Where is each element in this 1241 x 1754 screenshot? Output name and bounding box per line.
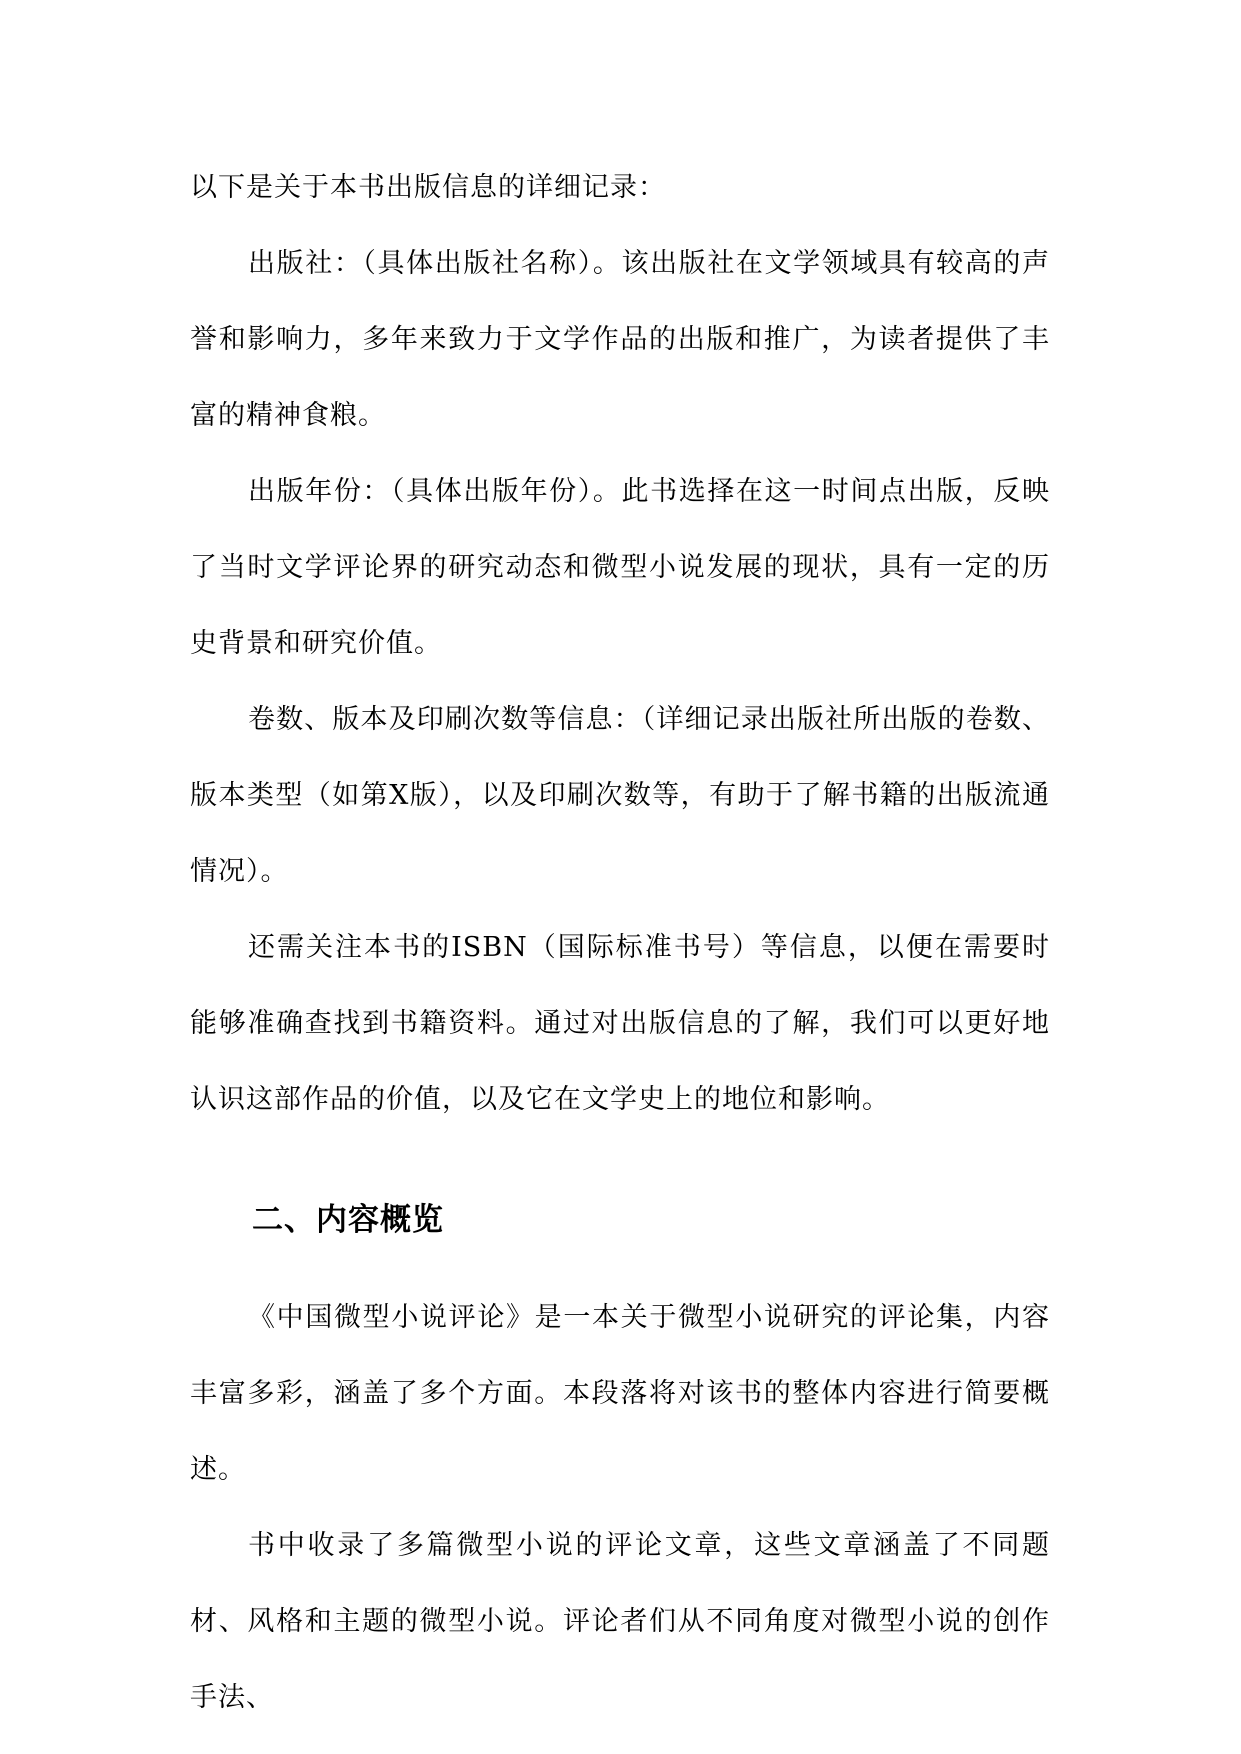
edition-info-paragraph: 卷数、版本及印刷次数等信息：（详细记录出版社所出版的卷数、版本类型（如第X版），以及印刷次数等，有助于了解书籍的出版流通情况）。: [190, 704, 1050, 887]
overview-paragraph: 《中国微型小说评论》是一本关于微型小说研究的评论集，内容丰富多彩，涵盖了多个方面。本段落将对该书的整体内容进行简要概述。: [190, 1302, 1050, 1485]
publication-year-paragraph: 出版年份：（具体出版年份）。此书选择在这一时间点出版，反映了当时文学评论界的研究动态和微型小说发展的现状，具有一定的历史背景和研究价值。: [190, 476, 1050, 659]
document-body: [190, 150, 1050, 1736]
isbn-paragraph: 还需关注本书的ISBN（国际标准书号）等信息，以便在需要时能够准确查找到书籍资料。通过对出版信息的了解，我们可以更好地认识这部作品的价值，以及它在文学史上的地位和影响。: [190, 932, 1050, 1115]
intro-paragraph: 以下是关于本书出版信息的详细记录：: [190, 172, 666, 203]
section-heading-content-overview: 二、内容概览: [252, 1202, 444, 1238]
collection-paragraph: 书中收录了多篇微型小说的评论文章，这些文章涵盖了不同题材、风格和主题的微型小说。评论者们从不同角度对微型小说的创作手法、: [190, 1530, 1050, 1713]
publisher-paragraph: 出版社：（具体出版社名称）。该出版社在文学领域具有较高的声誉和影响力，多年来致力于文学作品的出版和推广，为读者提供了丰富的精神食粮。: [190, 248, 1050, 431]
